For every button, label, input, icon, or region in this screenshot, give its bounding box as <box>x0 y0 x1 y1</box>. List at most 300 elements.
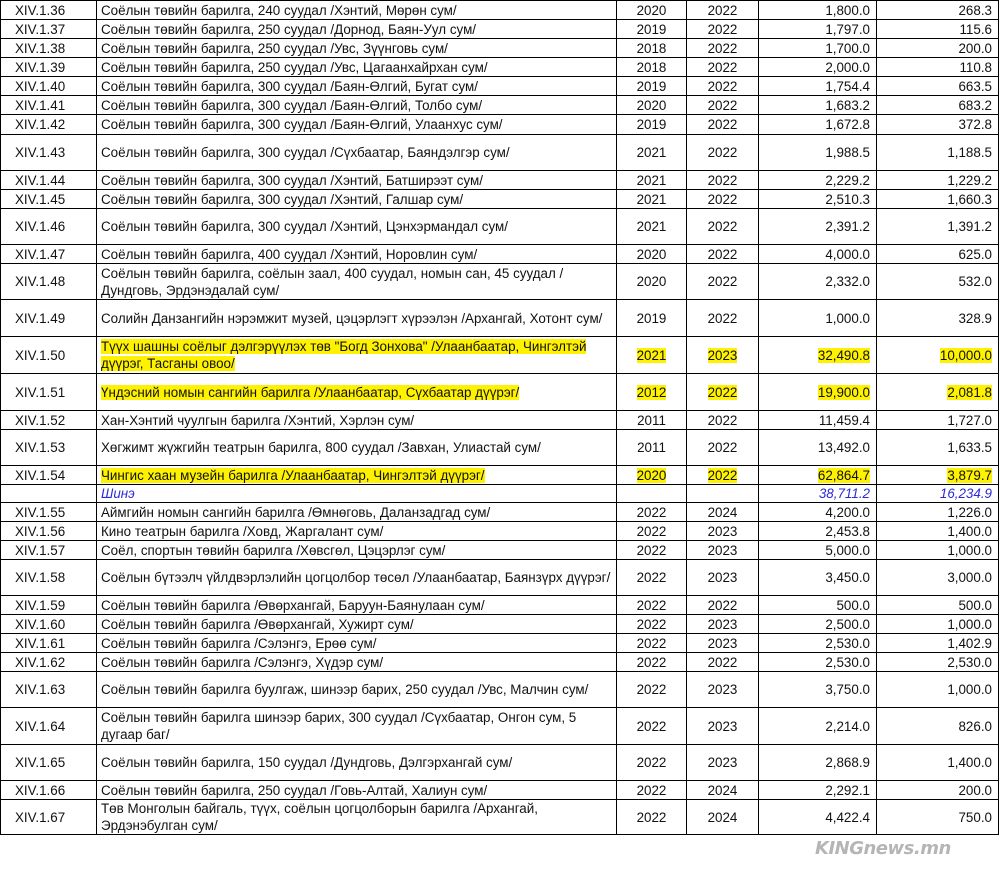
total-cost: 2,391.2 <box>825 219 870 234</box>
start-year: 2011 <box>637 412 666 428</box>
allocated-amount-cell <box>877 485 999 503</box>
allocated-amount: 2,081.8 <box>947 384 992 400</box>
row-description-cell <box>97 20 617 39</box>
row-description-cell <box>97 522 617 541</box>
row-description-cell <box>97 466 617 485</box>
table-row <box>1 115 999 135</box>
table-row <box>1 560 999 596</box>
end-year: 2022 <box>707 145 738 160</box>
allocated-amount-cell <box>877 190 999 209</box>
allocated-amount: 663.5 <box>958 78 992 94</box>
end-year-cell <box>687 800 759 835</box>
table-row <box>1 430 999 466</box>
table-row <box>1 781 999 800</box>
total-cost-cell <box>759 485 877 503</box>
row-code-cell <box>1 634 97 653</box>
start-year: 2021 <box>636 219 667 234</box>
allocated-amount-cell <box>877 745 999 781</box>
allocated-amount: 1,400.0 <box>947 755 992 770</box>
row-description: Аймгийн номын сангийн барилга /Өмнөговь, Даланзадгад сум/ <box>101 504 491 520</box>
end-year: 2022 <box>707 191 738 207</box>
total-cost-cell <box>759 77 877 96</box>
start-year: 2021 <box>636 347 667 363</box>
row-description-cell <box>97 209 617 245</box>
row-code: XIV.1.54 <box>15 467 66 483</box>
total-cost-cell <box>759 39 877 58</box>
row-code-cell <box>1 745 97 781</box>
end-year-cell <box>687 39 759 58</box>
allocated-amount-cell <box>877 634 999 653</box>
end-year: 2022 <box>707 172 738 188</box>
total-cost-cell <box>759 190 877 209</box>
total-cost-cell <box>759 1 877 20</box>
end-year-cell <box>687 115 759 135</box>
total-cost-cell <box>759 560 877 596</box>
row-description: Соёлын төвийн барилга, 300 суудал /Баян-Өлгий, Толбо сум/ <box>101 97 483 113</box>
row-code: XIV.1.63 <box>15 682 66 697</box>
total-cost: 4,422.4 <box>825 809 870 825</box>
end-year-cell <box>687 522 759 541</box>
allocated-amount: 1,188.5 <box>947 145 992 160</box>
row-code-cell <box>1 264 97 300</box>
row-description: Хан-Хэнтий чуулгын барилга /Хэнтий, Хэрлэн сум/ <box>101 412 415 428</box>
total-cost-cell <box>759 411 877 430</box>
row-description: Соёлын төвийн барилга, 150 суудал /Дундговь, Дэлгэрхангай сум/ <box>101 755 513 770</box>
row-code: XIV.1.37 <box>15 21 66 37</box>
row-code-cell <box>1 96 97 115</box>
row-description: Солийн Данзангийн нэрэмжит музей, цэцэрлэгт хүрээлэн /Архангай, Хотонт сум/ <box>101 310 603 326</box>
row-code-cell <box>1 596 97 615</box>
start-year: 2019 <box>636 21 667 37</box>
total-cost-cell <box>759 745 877 781</box>
allocated-amount-cell <box>877 672 999 708</box>
row-code-cell <box>1 115 97 135</box>
row-description: Хөгжимт жүжгийн театрын барилга, 800 суудал /Завхан, Улиастай сум/ <box>101 440 541 455</box>
allocated-amount-cell <box>877 245 999 264</box>
end-year: 2022 <box>707 246 738 262</box>
total-cost-cell <box>759 522 877 541</box>
row-code-cell <box>1 411 97 430</box>
row-code-cell <box>1 781 97 800</box>
start-year-cell <box>617 374 687 411</box>
allocated-amount: 328.9 <box>958 310 992 326</box>
table-row <box>1 503 999 522</box>
row-code: XIV.1.45 <box>15 191 66 207</box>
row-description-cell <box>97 115 617 135</box>
subtotal-row <box>1 485 999 503</box>
end-year: 2023 <box>707 347 738 363</box>
row-description-cell <box>97 300 617 337</box>
row-description-cell <box>97 1 617 20</box>
end-year: 2022 <box>707 40 738 56</box>
start-year-cell <box>617 522 687 541</box>
table-row <box>1 745 999 781</box>
end-year-cell <box>687 596 759 615</box>
end-year: 2022 <box>707 59 738 75</box>
end-year-cell <box>687 1 759 20</box>
row-description: Соёлын төвийн барилга, 250 суудал /Говь-Алтай, Халиун сум/ <box>101 782 488 798</box>
start-year: 2022 <box>636 597 667 613</box>
start-year-cell <box>617 96 687 115</box>
start-year-cell <box>617 634 687 653</box>
start-year: 2022 <box>636 542 667 558</box>
total-cost: 11,459.4 <box>818 412 870 428</box>
row-code-cell <box>1 541 97 560</box>
total-cost-cell <box>759 672 877 708</box>
allocated-amount: 1,727.0 <box>947 412 992 428</box>
row-description: Соёлын төвийн барилга, 250 суудал /Дорнод, Баян-Уул сум/ <box>101 21 476 37</box>
end-year-cell <box>687 374 759 411</box>
end-year: 2023 <box>707 682 738 697</box>
start-year: 2022 <box>636 635 667 651</box>
row-code: XIV.1.53 <box>15 440 66 455</box>
row-description: Соёл, спортын төвийн барилга /Хөвсгөл, Цэцэрлэг сум/ <box>101 542 446 558</box>
row-code-cell <box>1 485 97 503</box>
end-year-cell <box>687 300 759 337</box>
end-year: 2022 <box>707 654 738 670</box>
total-cost: 2,000.0 <box>825 59 870 75</box>
total-cost-cell <box>759 171 877 190</box>
row-description-cell <box>97 245 617 264</box>
row-description-cell <box>97 745 617 781</box>
end-year: 2023 <box>707 718 738 734</box>
start-year-cell <box>617 653 687 672</box>
row-description: Соёлын төвийн барилга /Сэлэнгэ, Хүдэр сум/ <box>101 654 384 670</box>
start-year-cell <box>617 503 687 522</box>
total-cost-cell <box>759 264 877 300</box>
row-description: Соёлын төвийн барилга /Өвөрхангай, Хужирт сум/ <box>101 616 414 632</box>
total-cost: 13,492.0 <box>817 440 870 455</box>
row-code-cell <box>1 503 97 522</box>
total-cost: 4,200.0 <box>825 504 870 520</box>
row-code: XIV.1.59 <box>15 597 66 613</box>
table-row <box>1 209 999 245</box>
table-row <box>1 20 999 39</box>
start-year: 2020 <box>636 467 667 483</box>
start-year: 2022 <box>636 682 667 697</box>
end-year-cell <box>687 615 759 634</box>
allocated-amount: 372.8 <box>958 117 992 132</box>
end-year-cell <box>687 634 759 653</box>
end-year-cell <box>687 430 759 466</box>
end-year: 2022 <box>707 2 738 18</box>
total-cost: 4,000.0 <box>825 246 870 262</box>
row-code-cell <box>1 1 97 20</box>
start-year-cell <box>617 39 687 58</box>
total-cost-cell <box>759 374 877 411</box>
allocated-amount-cell <box>877 503 999 522</box>
total-cost-cell <box>759 466 877 485</box>
allocated-amount-cell <box>877 77 999 96</box>
allocated-amount: 1,226.0 <box>947 504 992 520</box>
total-cost: 2,332.0 <box>825 274 870 289</box>
total-cost: 1,000.0 <box>825 310 870 326</box>
row-description-cell <box>97 541 617 560</box>
table-row <box>1 264 999 300</box>
table-row <box>1 374 999 411</box>
row-code: XIV.1.47 <box>15 246 66 262</box>
allocated-amount-cell <box>877 300 999 337</box>
end-year-cell <box>687 560 759 596</box>
total-cost: 3,750.0 <box>825 682 870 697</box>
start-year: 2022 <box>636 718 667 734</box>
row-description: Соёлын төвийн барилга /Сэлэнгэ, Ерөө сум/ <box>101 635 377 651</box>
row-code-cell <box>1 560 97 596</box>
row-code: XIV.1.36 <box>15 2 66 18</box>
start-year-cell <box>617 264 687 300</box>
allocated-amount-cell <box>877 708 999 745</box>
end-year: 2023 <box>707 542 738 558</box>
row-description-cell <box>97 264 617 300</box>
end-year-cell <box>687 209 759 245</box>
allocated-amount-cell <box>877 1 999 20</box>
start-year: 2020 <box>636 2 667 18</box>
row-code: XIV.1.42 <box>15 117 66 132</box>
start-year-cell <box>617 411 687 430</box>
row-code: XIV.1.40 <box>15 78 66 94</box>
total-cost: 2,214.0 <box>825 718 870 734</box>
table-row <box>1 653 999 672</box>
row-code-cell <box>1 190 97 209</box>
end-year-cell <box>687 485 759 503</box>
row-description-cell <box>97 190 617 209</box>
start-year: 2022 <box>636 654 667 670</box>
total-cost: 1,700.0 <box>825 40 870 56</box>
row-description-cell <box>97 171 617 190</box>
row-description-cell <box>97 411 617 430</box>
end-year: 2022 <box>707 597 738 613</box>
start-year-cell <box>617 745 687 781</box>
allocated-amount-cell <box>877 209 999 245</box>
row-description-cell <box>97 77 617 96</box>
end-year: 2022 <box>707 21 738 37</box>
allocated-amount-cell <box>877 135 999 171</box>
start-year: 2022 <box>636 570 667 585</box>
allocated-amount: 500.0 <box>958 597 992 613</box>
end-year: 2023 <box>707 570 738 585</box>
allocated-amount: 200.0 <box>958 782 992 798</box>
row-description: Соёлын төвийн барилга, 300 суудал /Баян-Өлгий, Бугат сум/ <box>101 78 478 94</box>
start-year-cell <box>617 541 687 560</box>
end-year-cell <box>687 77 759 96</box>
row-code-cell <box>1 245 97 264</box>
row-code: XIV.1.64 <box>15 718 66 734</box>
total-cost-cell <box>759 300 877 337</box>
allocated-amount: 683.2 <box>958 97 992 113</box>
row-code-cell <box>1 672 97 708</box>
start-year: 2011 <box>637 440 666 455</box>
row-description: Соёлын төвийн барилга, 250 суудал /Увс, Зүүнговь сум/ <box>101 40 448 56</box>
table-row <box>1 634 999 653</box>
end-year-cell <box>687 135 759 171</box>
start-year: 2022 <box>636 809 667 825</box>
row-description: Соёлын төвийн барилга шинээр барих, 300 суудал /Сүхбаатар, Онгон сум, 5 дугаар баг/ <box>101 710 577 742</box>
total-cost-cell <box>759 800 877 835</box>
row-description: Соёлын төвийн барилга, соёлын заал, 400 суудал, номын сан, 45 суудал /Дундговь, Эрдэнэдалай сум/ <box>101 265 564 298</box>
row-description: Төв Монголын байгаль, түүх, соёлын цогцолборын барилга /Архангай, Эрдэнэбулган сум/ <box>101 801 538 833</box>
end-year: 2022 <box>707 467 738 483</box>
row-code-cell <box>1 39 97 58</box>
total-cost: 2,453.8 <box>825 523 870 539</box>
row-description-cell <box>97 781 617 800</box>
row-code: XIV.1.60 <box>15 616 66 632</box>
start-year: 2022 <box>636 504 667 520</box>
row-code: XIV.1.55 <box>15 504 66 520</box>
end-year-cell <box>687 245 759 264</box>
allocated-amount: 110.8 <box>959 59 992 75</box>
table-row <box>1 541 999 560</box>
start-year: 2021 <box>636 191 667 207</box>
start-year: 2022 <box>636 523 667 539</box>
start-year: 2019 <box>636 117 667 132</box>
total-cost-cell <box>759 596 877 615</box>
allocated-amount-cell <box>877 374 999 411</box>
total-cost: 2,292.1 <box>825 782 870 798</box>
row-description-cell <box>97 596 617 615</box>
row-description-cell <box>97 58 617 77</box>
row-description: Үндэсний номын сангийн барилга /Улаанбаатар, Сүхбаатар дүүрэг/ <box>101 384 520 400</box>
allocated-amount-cell <box>877 39 999 58</box>
end-year-cell <box>687 190 759 209</box>
total-cost: 1,797.0 <box>825 21 870 37</box>
row-description: Соёлын төвийн барилга, 300 суудал /Хэнтий, Цэнхэрмандал сум/ <box>101 219 508 234</box>
allocated-amount-cell <box>877 466 999 485</box>
total-cost: 38,711.2 <box>818 486 870 501</box>
allocated-amount-cell <box>877 264 999 300</box>
start-year-cell <box>617 20 687 39</box>
row-code-cell <box>1 374 97 411</box>
end-year-cell <box>687 708 759 745</box>
row-code: XIV.1.57 <box>15 542 66 558</box>
end-year: 2024 <box>707 504 738 520</box>
row-description: Кино театрын барилга /Ховд, Жаргалант сум/ <box>101 523 384 539</box>
end-year: 2022 <box>707 117 738 132</box>
row-description: Соёлын төвийн барилга, 300 суудал /Хэнтий, Батширээт сум/ <box>101 172 483 188</box>
row-description: Соёлын төвийн барилга, 400 суудал /Хэнтий, Норовлин сум/ <box>101 246 478 262</box>
row-description-cell <box>97 653 617 672</box>
allocated-amount: 1,633.5 <box>947 440 992 455</box>
row-description: Соёлын төвийн барилга буулгаж, шинээр барих, 250 суудал /Увс, Малчин сум/ <box>101 682 589 697</box>
row-description-cell <box>97 615 617 634</box>
table-row <box>1 245 999 264</box>
end-year-cell <box>687 781 759 800</box>
total-cost: 1,800.0 <box>825 2 870 18</box>
table-row <box>1 596 999 615</box>
total-cost: 1,683.2 <box>825 97 870 113</box>
row-description: Соёлын төвийн барилга, 300 суудал /Сүхбаатар, Баяндэлгэр сум/ <box>101 145 510 160</box>
allocated-amount: 16,234.9 <box>939 486 992 501</box>
end-year: 2024 <box>707 809 738 825</box>
row-code: XIV.1.66 <box>15 782 66 798</box>
start-year-cell <box>617 615 687 634</box>
start-year: 2019 <box>636 310 667 326</box>
end-year-cell <box>687 20 759 39</box>
start-year: 2021 <box>636 145 667 160</box>
start-year: 2021 <box>636 172 667 188</box>
total-cost-cell <box>759 58 877 77</box>
start-year-cell <box>617 560 687 596</box>
total-cost-cell <box>759 503 877 522</box>
total-cost: 2,500.0 <box>825 616 870 632</box>
end-year: 2023 <box>707 616 738 632</box>
total-cost: 2,229.2 <box>825 172 870 188</box>
total-cost: 19,900.0 <box>817 384 870 400</box>
total-cost: 1,754.4 <box>825 78 870 94</box>
allocated-amount-cell <box>877 541 999 560</box>
allocated-amount-cell <box>877 58 999 77</box>
row-code: XIV.1.61 <box>15 635 66 651</box>
row-description-cell <box>97 800 617 835</box>
total-cost-cell <box>759 135 877 171</box>
total-cost-cell <box>759 615 877 634</box>
start-year-cell <box>617 800 687 835</box>
row-code: XIV.1.51 <box>15 384 66 400</box>
row-description-cell <box>97 337 617 374</box>
row-code: XIV.1.50 <box>15 347 66 363</box>
total-cost-cell <box>759 653 877 672</box>
row-code: XIV.1.41 <box>15 97 66 113</box>
allocated-amount: 115.6 <box>959 21 992 37</box>
table-row <box>1 171 999 190</box>
row-code-cell <box>1 58 97 77</box>
total-cost: 2,530.0 <box>825 654 870 670</box>
start-year-cell <box>617 337 687 374</box>
end-year: 2022 <box>707 219 738 234</box>
allocated-amount: 1,229.2 <box>947 172 992 188</box>
allocated-amount-cell <box>877 171 999 190</box>
table-row <box>1 672 999 708</box>
end-year-cell <box>687 58 759 77</box>
row-description-cell <box>97 430 617 466</box>
row-code-cell <box>1 522 97 541</box>
row-description-cell <box>97 503 617 522</box>
table-row <box>1 96 999 115</box>
row-code: XIV.1.49 <box>15 310 66 326</box>
total-cost: 2,510.3 <box>825 191 870 207</box>
start-year: 2022 <box>636 616 667 632</box>
end-year-cell <box>687 653 759 672</box>
row-description-cell <box>97 374 617 411</box>
allocated-amount: 826.0 <box>958 718 992 734</box>
end-year: 2022 <box>707 310 738 326</box>
start-year-cell <box>617 596 687 615</box>
table-row <box>1 190 999 209</box>
row-code: XIV.1.58 <box>15 570 66 585</box>
table-row <box>1 411 999 430</box>
table-row <box>1 58 999 77</box>
row-code: XIV.1.52 <box>15 412 66 428</box>
row-description-cell <box>97 39 617 58</box>
total-cost: 1,988.5 <box>825 145 870 160</box>
total-cost-cell <box>759 96 877 115</box>
allocated-amount-cell <box>877 337 999 374</box>
table-row <box>1 77 999 96</box>
row-code-cell <box>1 466 97 485</box>
allocated-amount-cell <box>877 20 999 39</box>
allocated-amount: 1,000.0 <box>947 616 992 632</box>
table-row <box>1 135 999 171</box>
row-description: Соёлын төвийн барилга, 300 суудал /Баян-Өлгий, Улаанхус сум/ <box>101 117 503 132</box>
row-code: XIV.1.43 <box>15 145 66 160</box>
end-year-cell <box>687 503 759 522</box>
allocated-amount: 3,879.7 <box>947 467 992 483</box>
allocated-amount-cell <box>877 800 999 835</box>
row-code: XIV.1.65 <box>15 755 66 770</box>
start-year-cell <box>617 171 687 190</box>
allocated-amount-cell <box>877 596 999 615</box>
end-year-cell <box>687 411 759 430</box>
table-row <box>1 337 999 374</box>
